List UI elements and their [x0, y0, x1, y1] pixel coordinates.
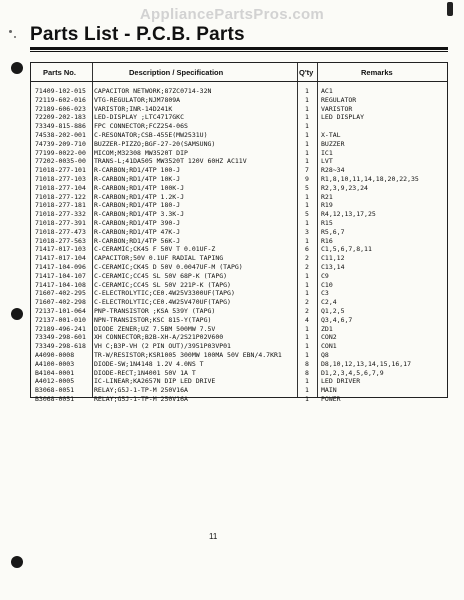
table-row [31, 333, 447, 342]
table-row [31, 263, 447, 272]
page-number: 11 [209, 532, 218, 541]
part-qty: 1 [305, 342, 309, 351]
scan-speck [14, 36, 16, 38]
part-number: 71018-277-391 [35, 218, 86, 227]
part-remarks: BUZZER [321, 139, 345, 148]
part-number: A4100-0003 [35, 359, 75, 368]
part-remarks: D8,10,12,13,14,15,16,17 [321, 359, 412, 368]
table-row [31, 281, 447, 290]
table-row [31, 166, 447, 175]
part-number: 73349-815-886 [35, 122, 86, 131]
part-remarks: LED DRIVER [321, 377, 361, 386]
table-row [31, 87, 447, 96]
part-description: R-CARBON;RD1/4TP 56K-J [94, 236, 181, 245]
page-title: Parts List - P.C.B. Parts [30, 24, 245, 45]
part-remarks: IC1 [321, 148, 333, 157]
table-row [31, 193, 447, 202]
part-description: CAPACITOR;50V 0.1UF RADIAL TAPING [94, 254, 224, 263]
part-description: R-CARBON;RD1/4TP 3.3K-J [94, 210, 185, 219]
part-number: 71018-277-104 [35, 183, 86, 192]
part-qty: 1 [305, 104, 309, 113]
part-description: MICOM;M32308 MW3520T DIP [94, 148, 188, 157]
table-row [31, 131, 447, 140]
table-row [31, 395, 447, 404]
part-remarks: R19 [321, 201, 333, 210]
part-qty: 1 [305, 271, 309, 280]
part-qty: 1 [305, 350, 309, 359]
scan-speck [9, 30, 12, 33]
header-parts-no: Parts No. [43, 68, 76, 77]
table-row [31, 175, 447, 184]
part-remarks: LED DISPLAY [321, 113, 365, 122]
part-number: 71607-402-295 [35, 289, 86, 298]
part-qty: 1 [305, 87, 309, 95]
part-remarks: R15 [321, 218, 333, 227]
part-remarks: C2,4 [321, 298, 337, 307]
part-number: 72189-496-241 [35, 324, 86, 333]
part-number: 73349-298-618 [35, 342, 86, 351]
part-qty: 1 [305, 377, 309, 386]
part-remarks: R5,6,7 [321, 227, 345, 236]
watermark: AppliancePartsPros.com [139, 6, 325, 23]
part-description: DIODE ZENER;UZ 7.5BM 500MW 7.5V [94, 324, 216, 333]
part-qty: 1 [305, 201, 309, 210]
table-row [31, 289, 447, 298]
part-description: C-ELECTROLYTIC;CE0.4W25V3300UF(TAPG) [94, 289, 235, 298]
part-qty: 9 [305, 174, 309, 183]
part-remarks: ZD1 [321, 324, 333, 333]
table-row [31, 201, 447, 210]
table-row [31, 184, 447, 193]
part-remarks: Q3,4,6,7 [321, 315, 353, 324]
part-qty: 3 [305, 227, 309, 236]
part-number: B3068-0051 [35, 386, 75, 395]
part-qty: 8 [305, 359, 309, 368]
binder-hole-bottom [11, 556, 23, 568]
part-description: C-CERAMIC;CK45 F 50V T 0.01UF-Z [94, 245, 216, 254]
table-row [31, 298, 447, 307]
part-qty: 1 [305, 218, 309, 227]
part-description: BUZZER-PIZZO;BGF-27-20(SAMSUNG) [94, 139, 216, 148]
part-remarks: POWER [321, 394, 341, 403]
part-remarks: LVT [321, 157, 333, 166]
part-qty: 1 [305, 324, 309, 333]
header-description: Description / Specification [129, 68, 224, 77]
part-remarks: REGULATOR [321, 95, 357, 104]
part-qty: 5 [305, 183, 309, 192]
part-remarks: D1,2,3,4,5,6,7,9 [321, 368, 384, 377]
part-qty: 1 [305, 113, 309, 122]
part-remarks: Q8 [321, 350, 329, 359]
part-description: IC-LINEAR;KA2657N DIP LED DRIVE [94, 377, 216, 386]
part-qty: 2 [305, 306, 309, 315]
part-qty: 1 [305, 139, 309, 148]
part-qty: 1 [305, 289, 309, 298]
part-description: R-CARBON;RD1/4TP 10K-J [94, 174, 181, 183]
part-remarks: CON1 [321, 342, 337, 351]
part-number: 71018-277-473 [35, 227, 86, 236]
part-number: 71607-402-298 [35, 298, 86, 307]
part-description: VTG-REGULATOR;NJM7809A [94, 95, 181, 104]
part-number: 71018-277-563 [35, 236, 86, 245]
table-row [31, 386, 447, 395]
part-number: A4012-0005 [35, 377, 75, 386]
part-description: CAPACITOR NETWORK;87ZC0714-32N [94, 87, 212, 95]
part-description: R-CARBON;RD1/4TP 47K-J [94, 227, 181, 236]
part-remarks: C3 [321, 289, 329, 298]
part-qty: 1 [305, 386, 309, 395]
part-number: B4104-0001 [35, 368, 75, 377]
table-row [31, 351, 447, 360]
table-row [31, 157, 447, 166]
part-description: NPN-TRANSISTOR;KSC 815-Y(TAPG) [94, 315, 212, 324]
part-qty: 1 [305, 236, 309, 245]
part-description: C-CERAMIC;CK45 D 50V 0.0047UF-M (TAPG) [94, 262, 243, 271]
part-remarks: C1,5,6,7,8,11 [321, 245, 372, 254]
table-row [31, 237, 447, 246]
binder-hole-middle [11, 308, 23, 320]
table-row [31, 360, 447, 369]
part-description: RELAY;G5J-1-TP-M 250V16A [94, 386, 188, 395]
table-row [31, 245, 447, 254]
part-number: 73349-298-601 [35, 333, 86, 342]
part-description: R-CARBON;RD1/4TP 100K-J [94, 183, 185, 192]
part-description: R-CARBON;RD1/4TP 100-J [94, 166, 181, 175]
part-remarks: C9 [321, 271, 329, 280]
table-row [31, 254, 447, 263]
part-description: DIODE-SW;1N4148 1.2V 4.0NS T [94, 359, 204, 368]
part-qty: 1 [305, 333, 309, 342]
table-row [31, 342, 447, 351]
part-qty: 1 [305, 122, 309, 131]
part-qty: 1 [305, 157, 309, 166]
part-description: R-CARBON;RD1/4TP 180-J [94, 201, 181, 210]
part-qty: 4 [305, 315, 309, 324]
table-header [31, 63, 447, 82]
part-remarks: CON2 [321, 333, 337, 342]
part-description: C-ELECTROLYTIC;CE0.4W25V470UF(TAPG) [94, 298, 231, 307]
part-number: 71417-104-096 [35, 262, 86, 271]
part-number: 74739-209-710 [35, 139, 86, 148]
table-row [31, 140, 447, 149]
part-remarks: R21 [321, 192, 333, 201]
header-qty: Q'ty [299, 68, 314, 77]
table-row [31, 105, 447, 114]
part-remarks: MAIN [321, 386, 337, 395]
part-number: 72189-606-023 [35, 104, 86, 113]
part-qty: 1 [305, 148, 309, 157]
part-description: C-CERAMIC;CC45 SL 50V 68P-K (TAPG) [94, 271, 228, 280]
parts-table [30, 62, 448, 403]
part-remarks: R16 [321, 236, 333, 245]
part-description: LED-DISPLAY ;LTC4717GKC [94, 113, 185, 122]
part-remarks: C10 [321, 280, 333, 289]
part-remarks: C11,12 [321, 254, 345, 263]
table-row [31, 219, 447, 228]
part-description: TR-W/RESISTOR;KSR1005 300MW 100MA 50V EBN/4.7KR1 [94, 350, 282, 359]
table-row [31, 113, 447, 122]
part-remarks: Q1,2,5 [321, 306, 345, 315]
table-row [31, 210, 447, 219]
part-remarks: R2,3,9,23,24 [321, 183, 368, 192]
part-number: 71417-017-103 [35, 245, 86, 254]
binder-hole-top [11, 62, 23, 74]
part-description: R-CARBON;RD1/4TP 390-J [94, 218, 181, 227]
part-remarks: R28~34 [321, 166, 345, 175]
part-number: A4090-0008 [35, 350, 75, 359]
table-row [31, 307, 447, 316]
part-number: 77202-0035-00 [35, 157, 86, 166]
part-number: 71018-277-101 [35, 166, 86, 175]
part-qty: 2 [305, 298, 309, 307]
part-description: VARISTOR;INR-14D241K [94, 104, 173, 113]
part-description: C-CERAMIC;CC45 SL 50V 221P-K (TAPG) [94, 280, 231, 289]
part-number: 77199-0022-00 [35, 148, 86, 157]
table-row [31, 272, 447, 281]
part-remarks: R1,8,10,11,14,18,20,22,35 [321, 174, 419, 183]
table-row [31, 96, 447, 105]
table-row [31, 316, 447, 325]
part-number: 72209-202-183 [35, 113, 86, 122]
part-number: 71018-277-103 [35, 174, 86, 183]
part-remarks: VARISTOR [321, 104, 353, 113]
part-number: 72137-001-010 [35, 315, 86, 324]
part-remarks: C13,14 [321, 262, 345, 271]
part-number: 71417-104-107 [35, 271, 86, 280]
table-row [31, 325, 447, 334]
part-description: XH CONNECTOR;B2B-XH-A/2S21P02V600 [94, 333, 224, 342]
part-qty: 6 [305, 245, 309, 254]
part-description: C-RESONATOR;CSB-455E(MW2531U) [94, 130, 208, 139]
part-number: 71018-277-122 [35, 192, 86, 201]
part-qty: 1 [305, 280, 309, 289]
part-remarks: AC1 [321, 87, 333, 95]
part-number: 74538-202-001 [35, 130, 86, 139]
part-remarks: R4,12,13,17,25 [321, 210, 376, 219]
part-number: 72119-602-016 [35, 95, 86, 104]
part-qty: 1 [305, 95, 309, 104]
part-qty: 1 [305, 192, 309, 201]
part-number: 71417-017-104 [35, 254, 86, 263]
part-description: VH C;B3P-VH (2 PIN OUT)/3951P03VP01 [94, 342, 231, 351]
part-remarks: X-TAL [321, 130, 341, 139]
table-row [31, 149, 447, 158]
table-body [31, 87, 447, 404]
title-rule [30, 47, 448, 50]
part-qty: 7 [305, 166, 309, 175]
table-row [31, 369, 447, 378]
part-number: 71409-102-015 [35, 87, 86, 95]
part-description: TRANS-L;41DA505 MW3520T 120V 60HZ AC11V [94, 157, 247, 166]
part-qty: 5 [305, 210, 309, 219]
part-number: 71018-277-181 [35, 201, 86, 210]
part-description: R-CARBON;RD1/4TP 1.2K-J [94, 192, 185, 201]
part-description: RELAY;G5J-1-TP-M 250V16A [94, 394, 188, 403]
part-number: B3068-0051 [35, 394, 75, 403]
part-description: PNP-TRANSISTOR ;KSA 539Y (TAPG) [94, 306, 216, 315]
part-number: 71018-277-332 [35, 210, 86, 219]
part-qty: 1 [305, 130, 309, 139]
part-number: 71417-104-108 [35, 280, 86, 289]
part-number: 72137-101-064 [35, 306, 86, 315]
part-qty: 2 [305, 262, 309, 271]
part-qty: 2 [305, 254, 309, 263]
part-description: DIODE-RECT;1N4001 50V 1A T [94, 368, 196, 377]
part-qty: 1 [305, 394, 309, 403]
table-row [31, 228, 447, 237]
scan-mark [447, 2, 453, 16]
part-description: FPC CONNECTOR;FCZ254-06S [94, 122, 188, 131]
table-row [31, 122, 447, 131]
table-row [31, 377, 447, 386]
title-rule-thin [30, 51, 448, 52]
part-qty: 8 [305, 368, 309, 377]
header-remarks: Remarks [361, 68, 393, 77]
